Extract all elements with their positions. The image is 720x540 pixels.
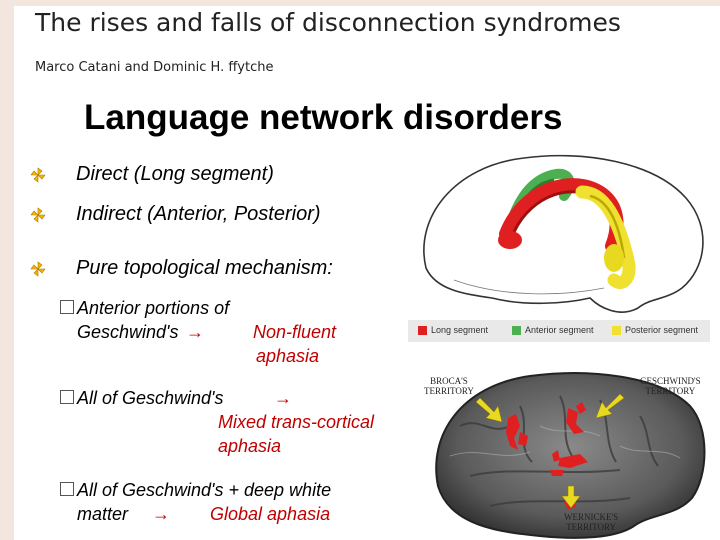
pinwheel-bullet-icon	[30, 207, 46, 223]
territory-text: TERRITORY	[645, 386, 696, 396]
territory-text: BROCA'S	[430, 376, 468, 386]
brain-mri-image	[420, 366, 715, 540]
empty-box-icon	[60, 482, 74, 496]
right-arrow-icon: →	[274, 388, 292, 408]
result-label: aphasia	[256, 346, 320, 366]
territory-text: TERRITORY	[424, 386, 474, 396]
sub-bullet-anterior	[60, 296, 380, 368]
right-arrow-icon: →	[152, 504, 170, 524]
legend-label: Posterior segment	[625, 325, 699, 335]
legend-item-anterior	[512, 325, 594, 335]
right-arrow-icon: →	[186, 322, 204, 342]
sub-bullet-all-geschwind	[60, 386, 420, 458]
slide-title: Language network disorders	[84, 98, 563, 137]
empty-box-icon	[60, 300, 74, 314]
result-label: Non-fluent	[253, 322, 337, 342]
territory-label-broca	[424, 376, 474, 396]
result-label: Global aphasia	[210, 504, 331, 524]
result-label: aphasia	[218, 436, 282, 456]
slide-border-left	[0, 0, 14, 540]
legend-label: Long segment	[431, 325, 489, 335]
empty-box-icon	[60, 390, 74, 404]
sub-bullet-line2: matter	[77, 504, 129, 524]
legend-item-long	[418, 325, 488, 335]
sub-bullet-line1: All of Geschwind's + deep white	[77, 480, 332, 500]
sub-bullet-line1: Anterior portions of	[77, 298, 230, 318]
bullet-label: Pure topological mechanism:	[76, 257, 333, 279]
territory-text: WERNICKE'S	[564, 512, 619, 522]
territory-label-geschwind	[640, 376, 701, 396]
pinwheel-bullet-icon	[30, 261, 46, 277]
territory-text: TERRITORY	[566, 522, 616, 532]
brain-tractography-image	[414, 148, 712, 320]
legend-label: Anterior segment	[525, 325, 594, 335]
bullet-label: Indirect (Anterior, Posterior)	[76, 203, 321, 225]
paper-title: The rises and falls of disconnection syndromes	[35, 8, 621, 37]
pinwheel-bullet-icon	[30, 167, 46, 183]
bullet-label: Direct (Long segment)	[76, 163, 274, 185]
legend-swatch	[512, 326, 521, 335]
sub-bullet-line1: All of Geschwind's	[77, 388, 224, 408]
legend-item-posterior	[612, 325, 698, 335]
territory-text: GESCHWIND'S	[640, 376, 701, 386]
legend-swatch	[612, 326, 621, 335]
sub-bullet-deep-white-matter	[60, 478, 410, 528]
sub-bullet-line2: Geschwind's	[77, 322, 179, 342]
legend-swatch	[418, 326, 427, 335]
legend	[408, 320, 710, 342]
territory-label-wernicke	[564, 512, 618, 532]
result-label: Mixed trans-cortical	[218, 412, 375, 432]
slide-border-top	[0, 0, 720, 6]
paper-authors: Marco Catani and Dominic H. ffytche	[35, 60, 274, 75]
